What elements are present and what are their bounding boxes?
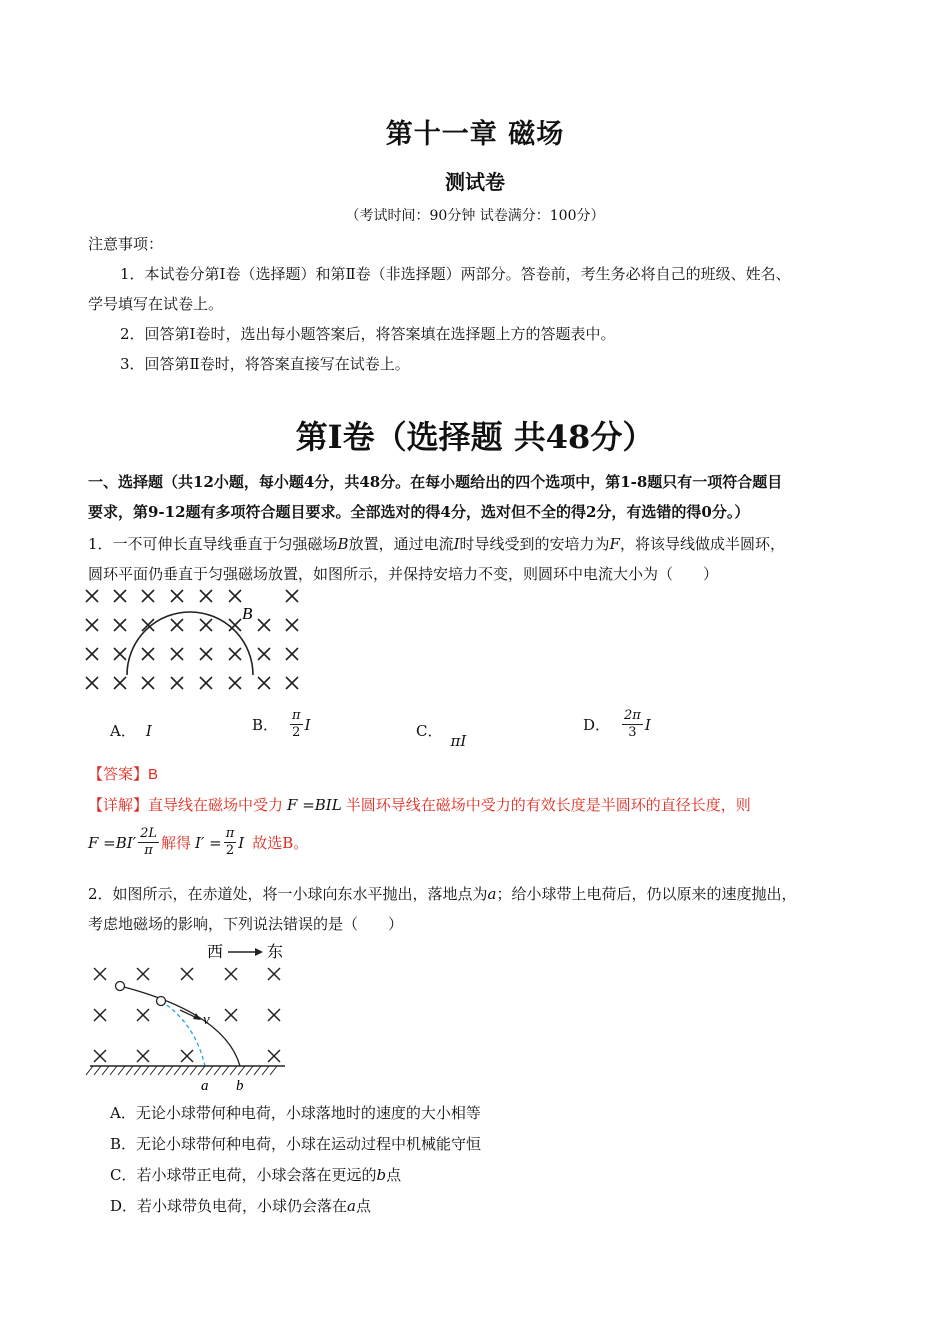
direction-west-label: 西 [207, 944, 224, 961]
hatch-line [142, 1066, 149, 1075]
charged-trajectory [120, 986, 240, 1066]
q2-option-b[interactable]: B．无论小球带何种电荷，小球在运动过程中机械能守恒 [110, 1135, 482, 1153]
note-item-2: 2．回答第Ⅰ卷时，选出每小题答案后，将答案填在选择题上方的答题表中。 [120, 325, 616, 343]
hatch-line [222, 1066, 229, 1075]
q1-detail-line1: 【详解】直导线在磁场中受力 F =BIL 半圆环导线在磁场中受力的有效长度是半圆环的直径长度，则 [88, 796, 751, 814]
field-cross-mark [86, 677, 98, 689]
ball-start [116, 982, 125, 991]
hatch-line [158, 1066, 165, 1075]
hatch-line [270, 1066, 277, 1075]
field-cross-mark [286, 677, 298, 689]
hatch-line [230, 1066, 237, 1075]
section-instructions-line1: 一、选择题（共12小题，每小题4分，共48分。在每小题给出的四个选项中，第1-8题只有一项符合题目 [88, 473, 783, 491]
field-cross-mark [142, 648, 154, 660]
chapter-title: 第十一章 磁场 [385, 119, 565, 150]
q2-option-a[interactable]: A．无论小球带何种电荷，小球落地时的速度的大小相等 [110, 1104, 481, 1122]
hatch-line [262, 1066, 269, 1075]
field-cross-mark [142, 677, 154, 689]
q1-stem-line2: 圆环平面仍垂直于匀强磁场放置，如图所示，并保持安培力不变，则圆环中电流大小为（ ） [88, 565, 719, 583]
q1-option-a[interactable]: A． I [110, 722, 152, 740]
field-cross-mark [114, 648, 126, 660]
hatch-line [126, 1066, 133, 1075]
q1-option-d[interactable]: D． $\frac{2\pi}{3}$ I [583, 708, 651, 740]
q2-stem-line1: 2．如图所示，在赤道处，将一小球向东水平抛出，落地点为a；给小球带上电荷后，仍以原来的速度抛出， [88, 885, 797, 903]
field-cross-mark [114, 590, 126, 602]
field-cross-mark [200, 648, 212, 660]
hatch-line [110, 1066, 117, 1075]
field-cross-mark [171, 590, 183, 602]
field-cross-mark [171, 619, 183, 631]
magnetic-field-crosses [86, 590, 298, 689]
notes-heading: 注意事项： [88, 235, 164, 253]
field-cross-mark [286, 619, 298, 631]
field-cross-mark [200, 590, 212, 602]
field-cross-mark [200, 677, 212, 689]
note-item-3: 3．回答第Ⅱ卷时，将答案直接写在试卷上。 [120, 355, 410, 373]
q1-answer: 【答案】B [88, 765, 159, 783]
hatch-line [118, 1066, 125, 1075]
q1-figure [80, 585, 310, 700]
hatch-line [206, 1066, 213, 1075]
note-item-1: 1．本试卷分第Ⅰ卷（选择题）和第Ⅱ卷（非选择题）两部分。答卷前，考生务必将自己的班级、姓名、 [120, 265, 791, 283]
field-cross-mark [268, 1009, 280, 1021]
q2-figure [85, 938, 305, 1098]
q2-stem-line2: 考虑地磁场的影响，下列说法错误的是（ ） [88, 915, 404, 933]
field-cross-mark [181, 1050, 193, 1062]
field-cross-mark [229, 619, 241, 631]
field-cross-mark [137, 1009, 149, 1021]
field-cross-mark [200, 619, 212, 631]
volume-title: 第Ⅰ卷（选择题 共48分） [295, 418, 655, 456]
q2-option-c[interactable]: C．若小球带正电荷，小球会落在更远的b点 [110, 1166, 402, 1184]
exam-info: （考试时间：90分钟 试卷满分：100分） [345, 208, 605, 224]
field-cross-mark [86, 619, 98, 631]
field-cross-mark [114, 677, 126, 689]
hatch-line [238, 1066, 245, 1075]
hatch-line [174, 1066, 181, 1075]
section-instructions-line2: 要求，第9-12题有多项符合题目要求。全部选对的得4分，选对但不全的得2分，有选错的得0分。） [88, 503, 750, 521]
field-cross-mark [258, 619, 270, 631]
field-cross-mark [258, 648, 270, 660]
hatch-line [246, 1066, 253, 1075]
field-cross-mark [286, 648, 298, 660]
q1-option-c[interactable]: C．πI [416, 722, 467, 750]
field-cross-mark [258, 677, 270, 689]
hatch-line [198, 1066, 205, 1075]
direction-arrowhead [255, 948, 263, 956]
field-cross-mark [86, 590, 98, 602]
field-cross-mark [268, 1050, 280, 1062]
field-cross-mark [137, 1050, 149, 1062]
hatch-line [254, 1066, 261, 1075]
hatch-line [134, 1066, 141, 1075]
field-cross-mark [229, 677, 241, 689]
ball-position [157, 997, 166, 1006]
test-subtitle: 测试卷 [445, 170, 505, 194]
field-cross-mark [94, 1009, 106, 1021]
semicircle-wire [127, 612, 253, 675]
hatch-line [166, 1066, 173, 1075]
field-cross-mark [171, 677, 183, 689]
hatch-line [190, 1066, 197, 1075]
field-cross-mark [286, 590, 298, 602]
field-cross-mark [171, 648, 183, 660]
field-cross-mark [225, 968, 237, 980]
hatch-line [102, 1066, 109, 1075]
q1-option-b[interactable]: B． $\frac{\pi}{2}$ I [252, 708, 311, 740]
ground-hatching [86, 1066, 277, 1075]
point-a-label: a [201, 1078, 209, 1094]
field-cross-mark [229, 648, 241, 660]
q1-detail-line2: F =BI′ $\frac{2L}{\pi}$ 解得 I′ = $\frac{\pi}{2}$ I 故选B。 [88, 826, 309, 858]
field-cross-mark [137, 968, 149, 980]
field-cross-mark [114, 619, 126, 631]
field-cross-mark [268, 968, 280, 980]
field-cross-mark [86, 648, 98, 660]
hatch-line [86, 1066, 93, 1075]
field-label-B: B [242, 604, 253, 623]
hatch-line [94, 1066, 101, 1075]
q1-stem-line1: 1．一不可伸长直导线垂直于匀强磁场B放置，通过电流I时导线受到的安培力为F，将该导线做成半圆环， [88, 535, 785, 553]
field-cross-mark [142, 590, 154, 602]
point-b-label: b [236, 1078, 244, 1094]
field-cross-mark [94, 968, 106, 980]
field-cross-mark [229, 590, 241, 602]
hatch-line [150, 1066, 157, 1075]
field-cross-mark [94, 1050, 106, 1062]
q2-option-d[interactable]: D．若小球带负电荷，小球仍会落在a点 [110, 1197, 371, 1215]
field-cross-mark [181, 968, 193, 980]
velocity-label: v [203, 1012, 210, 1028]
hatch-line [182, 1066, 189, 1075]
direction-east-label: 东 [267, 944, 284, 961]
hatch-line [214, 1066, 221, 1075]
field-cross-mark [225, 1009, 237, 1021]
note-item-1-cont: 学号填写在试卷上。 [88, 295, 224, 313]
